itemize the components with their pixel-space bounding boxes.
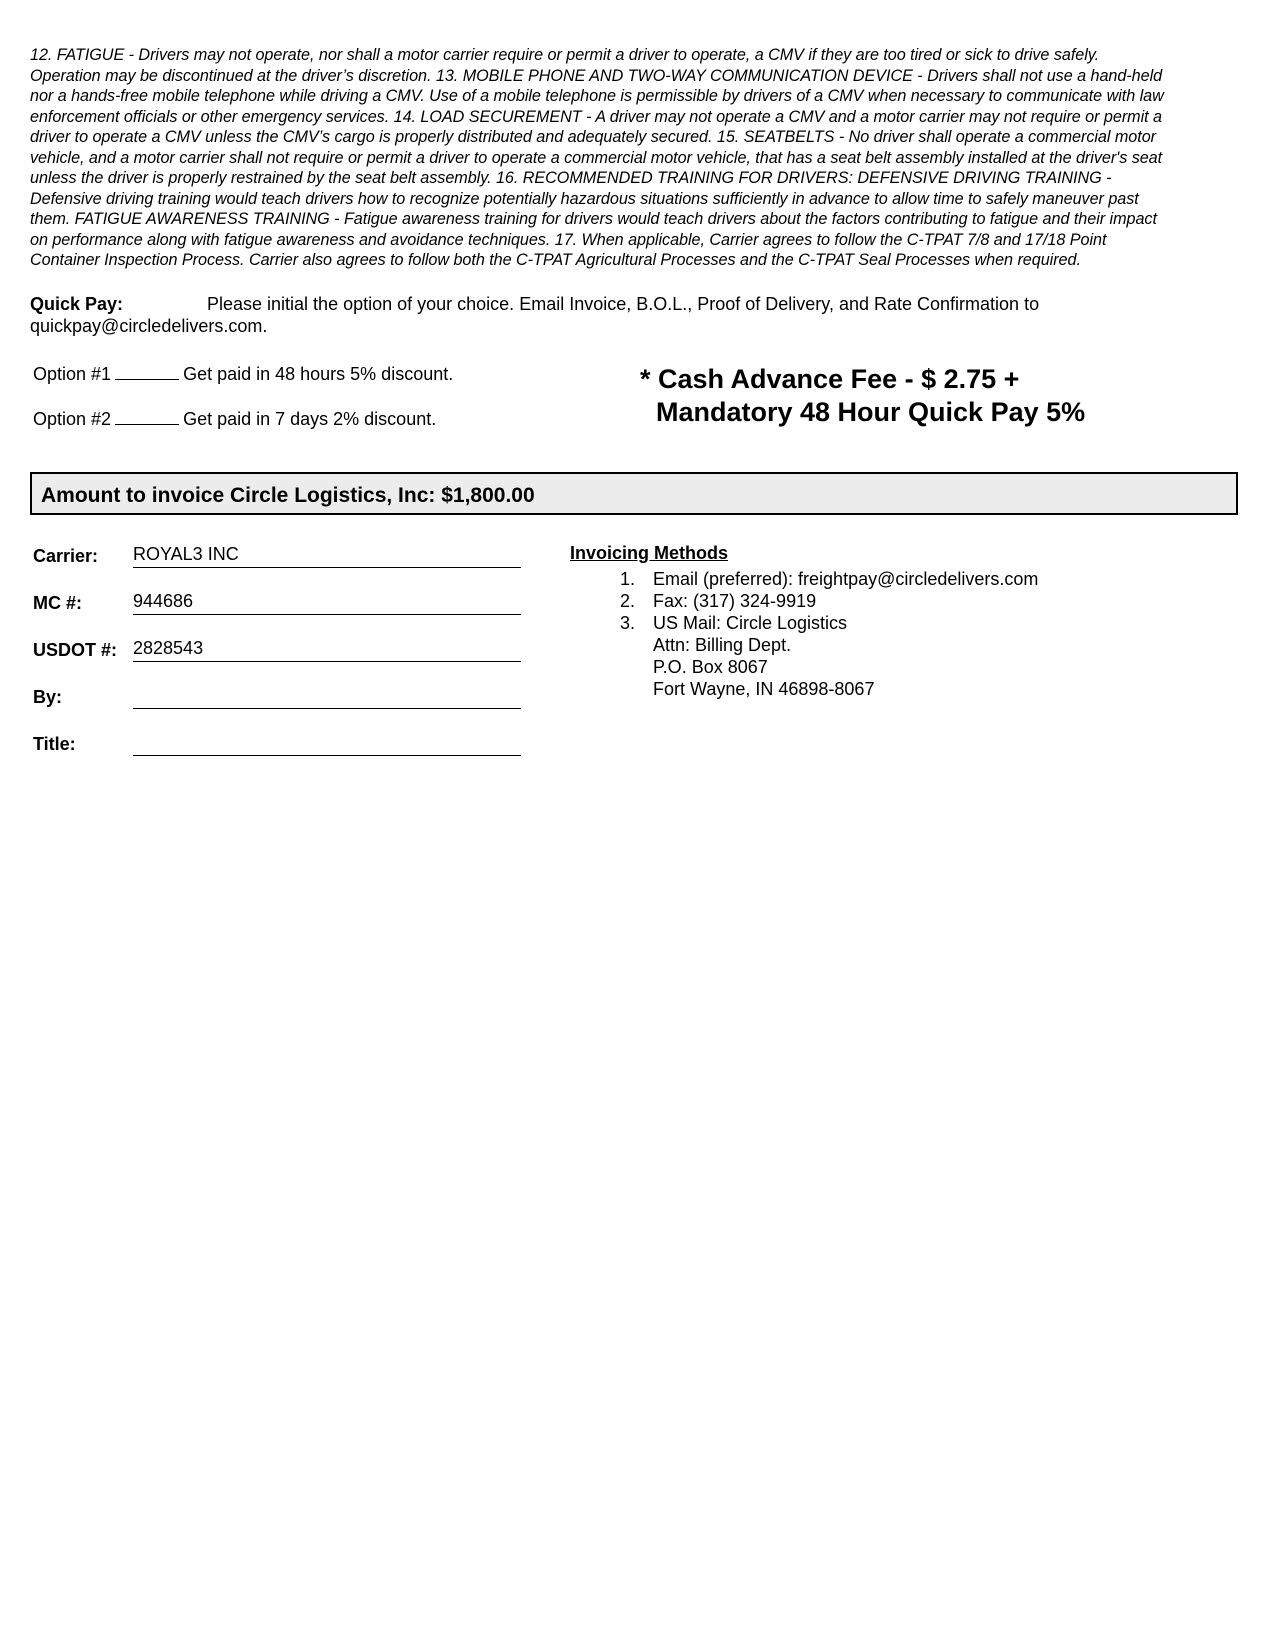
mandatory-quick-pay: Mandatory 48 Hour Quick Pay 5%	[656, 397, 1086, 427]
terms-paragraph	[30, 45, 1252, 271]
terms-line: Defensive driving training would teach drivers how to recognize potentially hazardous situations sufficiently in advance to allow time to safely maneuver past	[30, 189, 1139, 208]
option-2-text: Get paid in 7 days 2% discount.	[183, 409, 437, 429]
terms-line: on performance along with fatigue awareness and avoidance techniques. 17. When applicable, Carrier agrees to follow the C-TPAT 7/8 and 17/18 Point	[30, 230, 1107, 249]
option-1-text: Get paid in 48 hours 5% discount.	[183, 364, 454, 384]
option-1-initial-blank[interactable]	[115, 365, 179, 380]
quick-pay-instruction: Please initial the option of your choice. Email Invoice, B.O.L., Proof of Delivery, and Rate Confirmation to	[207, 294, 1040, 314]
invoicing-mail: US Mail: Circle Logistics	[653, 613, 848, 633]
invoicing-item-number: 3.	[620, 613, 636, 633]
terms-line: unless the driver is properly restrained by the seat belt assembly. 16. RECOMMENDED TRAINING FOR DRIVERS: DEFENSIVE DRIVING TRAINING -	[30, 169, 1112, 187]
terms-line: enforcement officials or other emergency services. 14. LOAD SECUREMENT - A driver may not operate a CMV and a motor carrier may not require or permit a	[30, 107, 1162, 126]
invoicing-fax: Fax: (317) 324-9919	[653, 591, 817, 611]
terms-line: vehicle, and a motor carrier shall not require or permit a driver to operate a commercial motor vehicle, that has a seat belt assembly installed at the driver's seat	[30, 148, 1163, 167]
usdot-field[interactable]: 2828543	[133, 637, 521, 662]
quick-pay-option-2	[33, 409, 436, 430]
invoicing-item-number: 1.	[620, 569, 636, 589]
invoicing-email: Email (preferred): freightpay@circledelivers.com	[653, 569, 1039, 589]
invoicing-methods-heading: Invoicing Methods	[570, 543, 729, 563]
carrier-label: Carrier:	[33, 546, 99, 566]
by-label: By:	[33, 687, 63, 707]
address-line: Attn: Billing Dept.	[653, 635, 792, 655]
option-2-label: Option #2	[33, 409, 112, 429]
quick-pay-option-1	[33, 364, 453, 385]
terms-line: Operation may be discontinued at the driver’s discretion. 13. MOBILE PHONE AND TWO-WAY COMMUNICATION DEVICE - Drivers shall not use a hand-held	[30, 66, 1163, 85]
terms-line: them. FATIGUE AWARENESS TRAINING - Fatigue awareness training for drivers would teach drivers about the factors contributing to fatigue and their impact	[30, 210, 1157, 228]
usdot-label: USDOT #:	[33, 640, 118, 660]
by-signature-field[interactable]	[133, 684, 521, 709]
address-line: P.O. Box 8067	[653, 657, 768, 677]
carrier-field[interactable]: ROYAL3 INC	[133, 543, 521, 568]
cash-advance-fee: * Cash Advance Fee - $ 2.75 +	[640, 364, 1020, 394]
option-2-initial-blank[interactable]	[115, 410, 179, 425]
invoicing-item-number: 2.	[620, 591, 636, 611]
terms-line: driver to operate a CMV unless the CMV’s cargo is properly distributed and adequately secured. 15. SEATBELTS - No driver shall operate a commercial motor	[30, 128, 1156, 146]
terms-line: Container Inspection Process. Carrier also agrees to follow both the C-TPAT Agricultural Processes and the C-TPAT Seal Processes when required.	[30, 251, 1081, 269]
amount-to-invoice-box	[30, 472, 1238, 515]
quick-pay-email[interactable]: quickpay@circledelivers.com.	[30, 316, 268, 336]
terms-line: 12. FATIGUE - Drivers may not operate, nor shall a motor carrier require or permit a driver to operate, a CMV if they are too tired or sick to drive safely.	[30, 46, 1100, 64]
mc-number-field[interactable]: 944686	[133, 590, 521, 615]
title-label: Title:	[33, 734, 76, 754]
mc-number-label: MC #:	[33, 593, 82, 613]
option-1-label: Option #1	[33, 364, 112, 384]
amount-to-invoice: Amount to invoice Circle Logistics, Inc: $1,800.00	[41, 484, 535, 507]
address-line: Fort Wayne, IN 46898-8067	[653, 679, 875, 699]
terms-line: nor a hands-free mobile telephone while driving a CMV. Use of a mobile telephone is permissible by drivers of a CMV when necessary to communicate with law	[30, 87, 1164, 105]
quick-pay-label: Quick Pay:	[30, 294, 124, 314]
title-field[interactable]	[133, 731, 521, 756]
